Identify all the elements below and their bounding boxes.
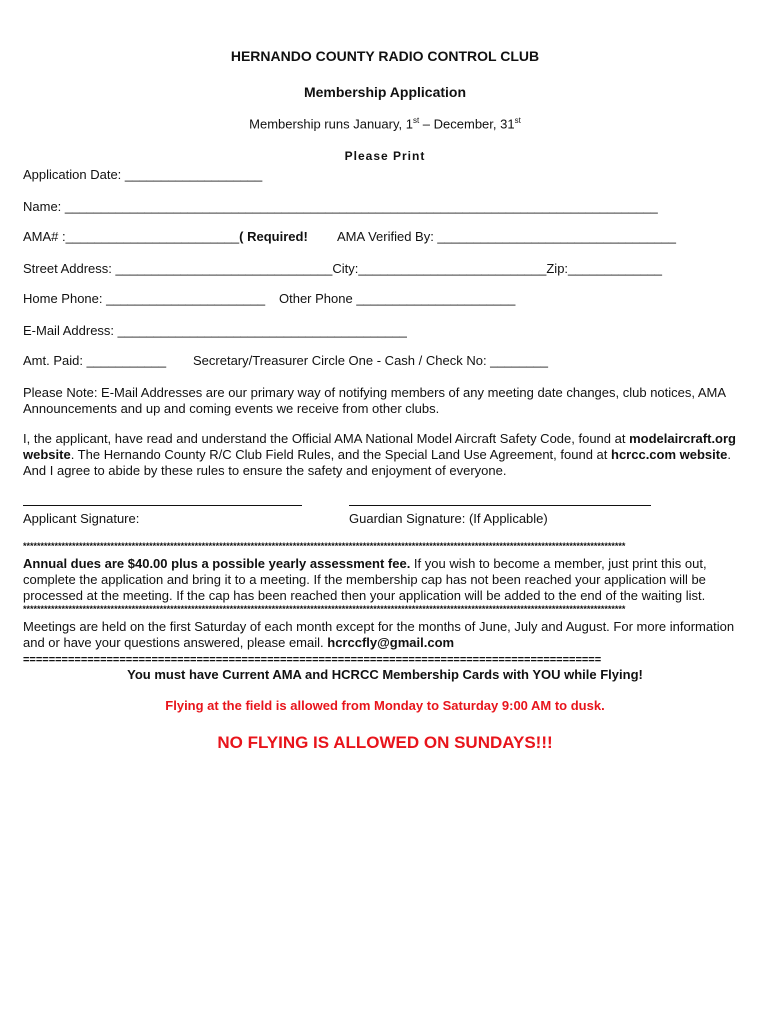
star-separator-top: **************************************************************************************************************************************************************************** [23,541,626,551]
runs-sup-1: st [412,116,420,125]
hcrcc-link: hcrcc.com website [611,447,728,462]
street-address-field[interactable]: Street Address: ______________________________City:__________________________Zip:_____________ [23,261,663,276]
agreement-text-1: I, the applicant, have read and understand the Official AMA National Model Aircraft Safety Code, found at [23,431,630,446]
dues-details: If you wish to become a member, just print this out, complete the application and bring it to a meeting. If the membership cap has not been reached your application will be processed at the meeting. If the cap has been reached then your application will be added to the end of the waiting list. [23,556,707,603]
please-print: Please Print [344,149,426,163]
guardian-signature-line[interactable] [349,505,651,506]
email-note: Please Note: E-Mail Addresses are our primary way of notifying members of any meeting date changes, club notices, AMA Announcements and up and coming events we receive from other clubs. [23,385,726,416]
modelaircraft-link: modelaircraft.org website [23,431,736,462]
meetings-paragraph [23,619,745,651]
applicant-signature-line[interactable] [23,505,302,506]
email-field[interactable]: E-Mail Address: ________________________________________ [23,323,407,338]
ama-verified-field[interactable]: AMA Verified By: _________________________________ [337,229,677,244]
dues-paragraph [23,556,745,604]
runs-prefix: Membership runs January, 1 [249,116,413,132]
no-sunday-flying-notice: NO FLYING IS ALLOWED ON SUNDAYS!!! [217,733,553,752]
ama-number-label: AMA# :________________________ [23,229,240,244]
application-date-field[interactable]: Application Date: ___________________ [23,167,263,182]
ama-number-field[interactable] [23,229,308,244]
secretary-payment-field[interactable]: Secretary/Treasurer Circle One - Cash / Check No: ________ [193,353,549,368]
membership-period [0,116,770,131]
other-phone-field[interactable]: Other Phone ______________________ [279,291,516,306]
runs-mid: – December, 31 [419,116,515,132]
name-field[interactable]: Name: __________________________________________________________________________________ [23,199,658,214]
agreement-text-3: . And I agree to abide by these rules to ensure the safety and enjoyment of everyone. [23,447,731,478]
club-email: hcrccfly@gmail.com [327,635,455,650]
dues-amount: Annual dues are $40.00 plus a possible yearly assessment fee. [23,556,411,571]
ama-required-note: ( Required! [239,229,308,244]
club-name: HERNANDO COUNTY RADIO CONTROL CLUB [230,48,540,64]
agreement-text-2: . The Hernando County R/C Club Field Rules, and the Special Land Use Agreement, found at [70,447,611,462]
cards-required-notice: You must have Current AMA and HCRCC Membership Cards with YOU while Flying! [127,667,643,682]
equals-separator: ========================================================================================== [23,655,602,665]
agreement-paragraph [23,431,745,479]
applicant-signature-label: Applicant Signature: [23,511,140,526]
star-separator-bottom: **************************************************************************************************************************************************************************** [23,604,626,614]
meetings-text: Meetings are held on the first Saturday of each month except for the months of June, July and August. For more information and or have your questions answered, please email. [23,619,735,650]
guardian-signature-label: Guardian Signature: (If Applicable) [349,511,548,526]
home-phone-field[interactable]: Home Phone: ______________________ [23,291,266,306]
flying-hours-notice: Flying at the field is allowed from Monday to Saturday 9:00 AM to dusk. [165,698,605,713]
amt-paid-field[interactable]: Amt. Paid: ___________ [23,353,167,368]
form-title: Membership Application [303,84,467,100]
runs-sup-2: st [514,116,521,125]
